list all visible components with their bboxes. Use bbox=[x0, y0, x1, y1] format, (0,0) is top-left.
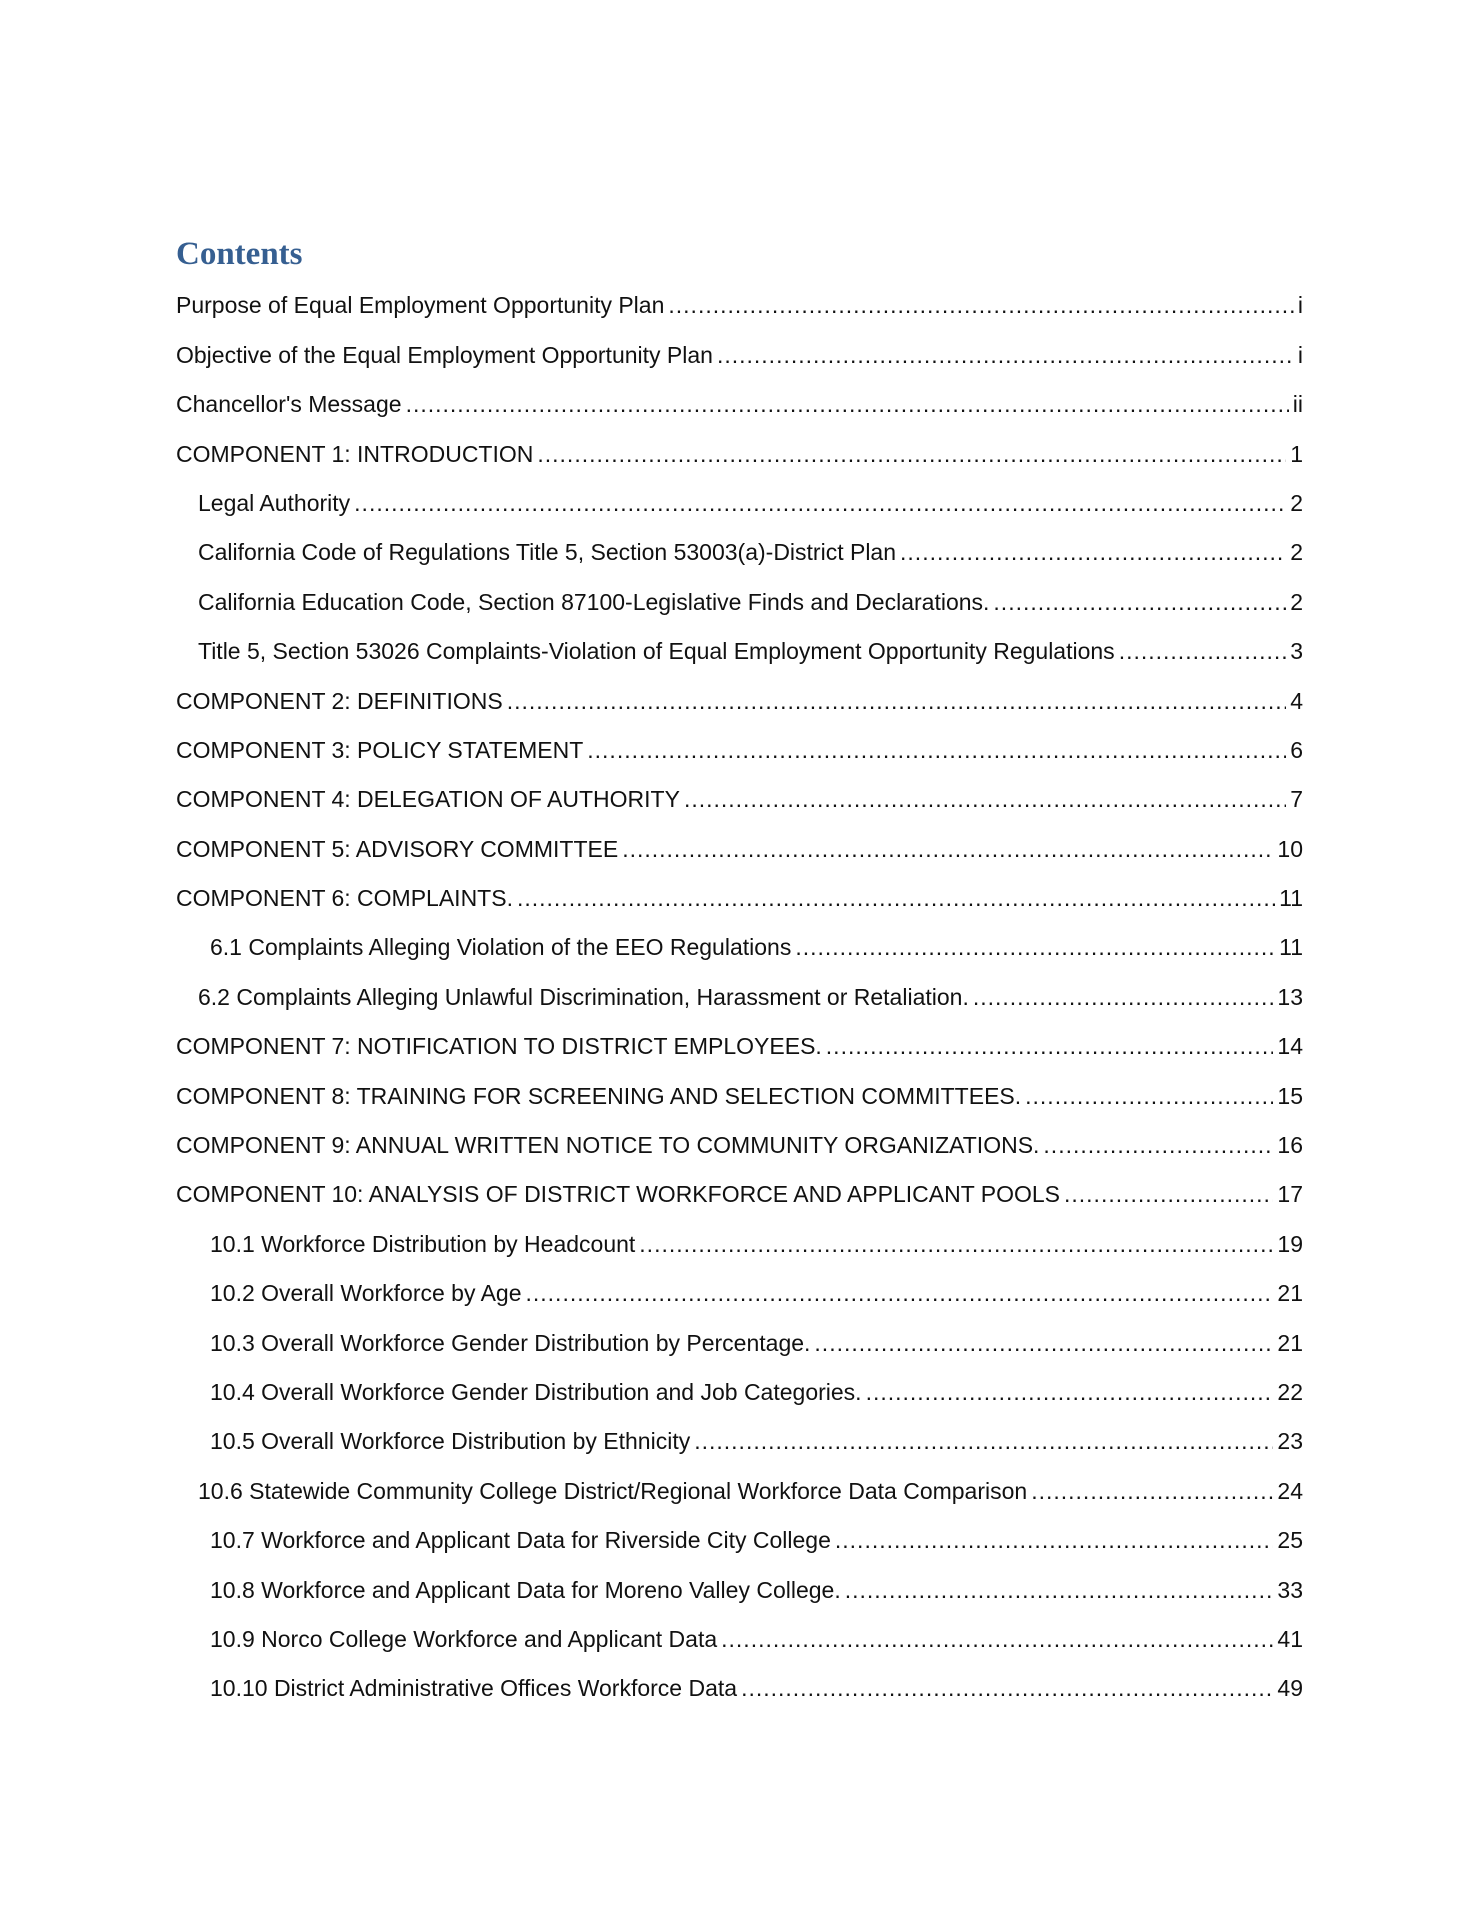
toc-page-number: 21 bbox=[1277, 1280, 1303, 1307]
toc-entry-title: Objective of the Equal Employment Opportunity Plan bbox=[176, 341, 713, 368]
toc-page-number: 13 bbox=[1277, 983, 1303, 1010]
toc-page-number: 41 bbox=[1277, 1625, 1303, 1652]
toc-page-number: 2 bbox=[1290, 588, 1303, 615]
toc-entry[interactable] bbox=[176, 1659, 1303, 1708]
toc-dot-leader bbox=[900, 532, 1286, 572]
toc-entry-title: COMPONENT 6: COMPLAINTS. bbox=[176, 885, 513, 912]
toc-page-number: 11 bbox=[1279, 934, 1303, 961]
toc-page-number: 11 bbox=[1279, 885, 1303, 912]
toc-entry[interactable] bbox=[176, 622, 1303, 671]
toc-entry-title: Legal Authority bbox=[198, 489, 351, 516]
toc-entry[interactable] bbox=[176, 375, 1303, 424]
toc-dot-leader bbox=[1043, 1125, 1273, 1165]
toc-entry[interactable] bbox=[176, 572, 1303, 621]
toc-entry-title: 10.8 Workforce and Applicant Data for Moreno Valley College. bbox=[210, 1576, 841, 1603]
toc-dot-leader bbox=[537, 434, 1286, 474]
toc-entry-title: 10.1 Workforce Distribution by Headcount bbox=[210, 1230, 636, 1257]
toc-dot-leader bbox=[639, 1224, 1273, 1264]
toc-entry[interactable] bbox=[176, 869, 1303, 918]
toc-dot-leader bbox=[1119, 631, 1287, 671]
toc-entry-title: COMPONENT 9: ANNUAL WRITTEN NOTICE TO COMMUNITY ORGANIZATIONS. bbox=[176, 1132, 1040, 1159]
toc-dot-leader bbox=[1025, 1076, 1273, 1116]
toc-entry-title: 10.5 Overall Workforce Distribution by Ethnicity bbox=[210, 1428, 691, 1455]
toc-page-number: 23 bbox=[1277, 1428, 1303, 1455]
toc-entry[interactable] bbox=[176, 967, 1303, 1016]
toc-entry[interactable] bbox=[176, 276, 1303, 325]
toc-page-number: 33 bbox=[1277, 1576, 1303, 1603]
toc-dot-leader bbox=[845, 1570, 1274, 1610]
toc-dot-leader bbox=[622, 829, 1273, 869]
toc-entry[interactable] bbox=[176, 424, 1303, 473]
table-of-contents bbox=[176, 276, 1303, 1708]
toc-entry[interactable] bbox=[176, 1363, 1303, 1412]
toc-entry-title: 10.7 Workforce and Applicant Data for Riverside City College bbox=[210, 1527, 831, 1554]
toc-dot-leader bbox=[1064, 1174, 1273, 1214]
toc-entry[interactable] bbox=[176, 1412, 1303, 1461]
toc-entry-title: 10.3 Overall Workforce Gender Distribution by Percentage. bbox=[210, 1329, 811, 1356]
toc-page-number: 22 bbox=[1277, 1378, 1303, 1405]
toc-entry-title: 6.1 Complaints Alleging Violation of the EEO Regulations bbox=[210, 934, 792, 961]
toc-entry-title: Title 5, Section 53026 Complaints-Violation of Equal Employment Opportunity Regulations bbox=[198, 638, 1115, 665]
toc-dot-leader bbox=[406, 384, 1289, 424]
toc-entry[interactable] bbox=[176, 1116, 1303, 1165]
toc-page-number: 2 bbox=[1290, 489, 1303, 516]
toc-dot-leader bbox=[795, 927, 1275, 967]
toc-page-number: 24 bbox=[1277, 1477, 1303, 1504]
toc-dot-leader bbox=[717, 335, 1294, 375]
toc-entry[interactable] bbox=[176, 918, 1303, 967]
toc-page-number: i bbox=[1297, 292, 1303, 319]
toc-page-number: 16 bbox=[1277, 1132, 1303, 1159]
toc-entry-title: COMPONENT 2: DEFINITIONS bbox=[176, 687, 503, 714]
toc-page-number: 21 bbox=[1277, 1329, 1303, 1356]
toc-dot-leader bbox=[517, 878, 1275, 918]
toc-entry[interactable] bbox=[176, 1610, 1303, 1659]
toc-dot-leader bbox=[993, 582, 1286, 622]
toc-entry-title: 10.9 Norco College Workforce and Applicant Data bbox=[210, 1625, 718, 1652]
toc-entry[interactable] bbox=[176, 819, 1303, 868]
toc-entry[interactable] bbox=[176, 1560, 1303, 1609]
toc-entry-title: Chancellor's Message bbox=[176, 391, 402, 418]
toc-page-number: 14 bbox=[1277, 1033, 1303, 1060]
toc-dot-leader bbox=[587, 730, 1286, 770]
toc-dot-leader bbox=[694, 1421, 1273, 1461]
toc-entry-title: COMPONENT 10: ANALYSIS OF DISTRICT WORKFORCE AND APPLICANT POOLS bbox=[176, 1181, 1060, 1208]
toc-entry[interactable] bbox=[176, 721, 1303, 770]
toc-entry[interactable] bbox=[176, 671, 1303, 720]
toc-entry[interactable] bbox=[176, 1165, 1303, 1214]
toc-dot-leader bbox=[973, 977, 1274, 1017]
toc-entry-title: 10.4 Overall Workforce Gender Distribution and Job Categories. bbox=[210, 1378, 862, 1405]
toc-dot-leader bbox=[507, 681, 1286, 721]
toc-page-number: ii bbox=[1292, 391, 1303, 418]
toc-entry[interactable] bbox=[176, 1511, 1303, 1560]
toc-dot-leader bbox=[526, 1273, 1274, 1313]
toc-dot-leader bbox=[354, 483, 1286, 523]
toc-page-number: 7 bbox=[1290, 786, 1303, 813]
toc-page-number: 17 bbox=[1277, 1181, 1303, 1208]
toc-dot-leader bbox=[684, 779, 1286, 819]
toc-dot-leader bbox=[866, 1372, 1274, 1412]
toc-entry-title: COMPONENT 8: TRAINING FOR SCREENING AND SELECTION COMMITTEES. bbox=[176, 1082, 1022, 1109]
toc-entry[interactable] bbox=[176, 1066, 1303, 1115]
toc-entry-title: 6.2 Complaints Alleging Unlawful Discrimination, Harassment or Retaliation. bbox=[198, 983, 969, 1010]
toc-dot-leader bbox=[1031, 1471, 1273, 1511]
toc-entry-title: COMPONENT 3: POLICY STATEMENT bbox=[176, 736, 584, 763]
toc-page-number: 10 bbox=[1277, 835, 1303, 862]
toc-entry[interactable] bbox=[176, 1264, 1303, 1313]
toc-dot-leader bbox=[835, 1520, 1274, 1560]
toc-title: Contents bbox=[176, 236, 303, 272]
toc-page-number: 1 bbox=[1290, 440, 1303, 467]
toc-dot-leader bbox=[814, 1323, 1273, 1363]
toc-entry-title: California Education Code, Section 87100-Legislative Finds and Declarations. bbox=[198, 588, 990, 615]
toc-entry-title: Purpose of Equal Employment Opportunity Plan bbox=[176, 292, 665, 319]
toc-dot-leader bbox=[826, 1026, 1274, 1066]
toc-entry-title: 10.6 Statewide Community College District/Regional Workforce Data Comparison bbox=[198, 1477, 1028, 1504]
toc-entry-title: 10.2 Overall Workforce by Age bbox=[210, 1280, 522, 1307]
toc-entry[interactable] bbox=[176, 325, 1303, 374]
toc-dot-leader bbox=[741, 1668, 1273, 1708]
toc-page-number: i bbox=[1297, 341, 1303, 368]
toc-entry-title: California Code of Regulations Title 5, Section 53003(a)-District Plan bbox=[198, 539, 897, 566]
toc-dot-leader bbox=[668, 285, 1293, 325]
toc-page-number: 25 bbox=[1277, 1527, 1303, 1554]
toc-entry-title: COMPONENT 5: ADVISORY COMMITTEE bbox=[176, 835, 619, 862]
toc-entry-title: COMPONENT 7: NOTIFICATION TO DISTRICT EMPLOYEES. bbox=[176, 1033, 822, 1060]
toc-entry[interactable] bbox=[176, 1461, 1303, 1510]
toc-entry[interactable] bbox=[176, 1017, 1303, 1066]
toc-entry[interactable] bbox=[176, 770, 1303, 819]
toc-entry[interactable] bbox=[176, 1214, 1303, 1263]
toc-entry-title: COMPONENT 1: INTRODUCTION bbox=[176, 440, 534, 467]
toc-page-number: 4 bbox=[1290, 687, 1303, 714]
toc-entry-title: 10.10 District Administrative Offices Workforce Data bbox=[210, 1675, 738, 1702]
toc-page-number: 49 bbox=[1277, 1675, 1303, 1702]
toc-page-number: 19 bbox=[1277, 1230, 1303, 1257]
toc-page-number: 2 bbox=[1290, 539, 1303, 566]
toc-page-number: 3 bbox=[1290, 638, 1303, 665]
toc-entry-title: COMPONENT 4: DELEGATION OF AUTHORITY bbox=[176, 786, 680, 813]
toc-entry[interactable] bbox=[176, 523, 1303, 572]
toc-entry[interactable] bbox=[176, 474, 1303, 523]
toc-entry[interactable] bbox=[176, 1313, 1303, 1362]
toc-dot-leader bbox=[721, 1619, 1273, 1659]
toc-page-number: 15 bbox=[1277, 1082, 1303, 1109]
toc-page-number: 6 bbox=[1290, 736, 1303, 763]
